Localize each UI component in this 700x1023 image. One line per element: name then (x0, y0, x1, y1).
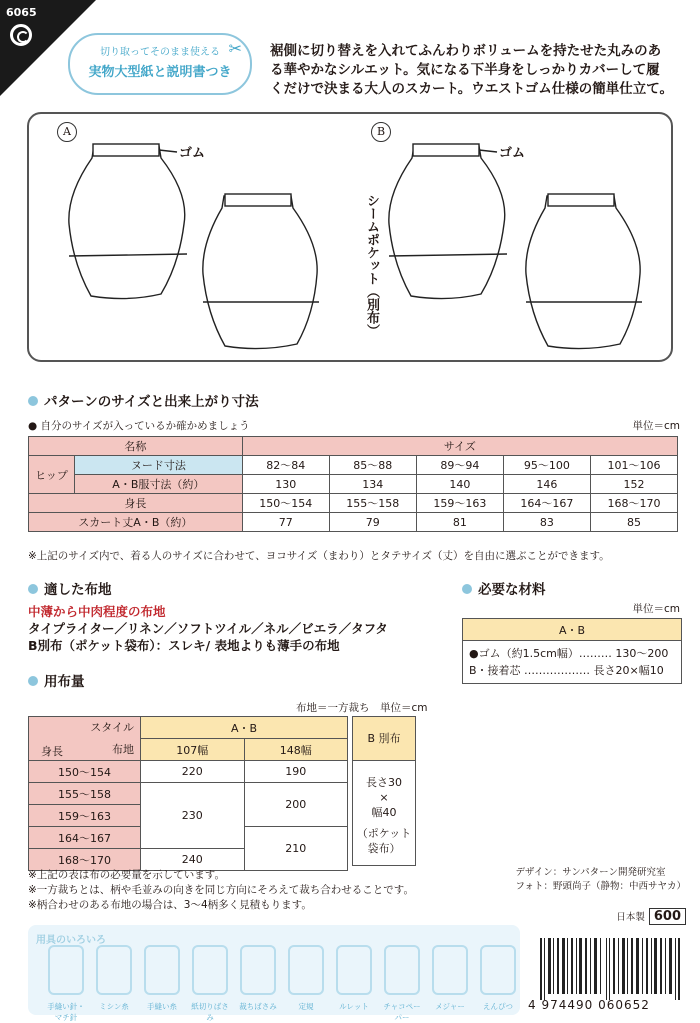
bullet-icon (28, 584, 38, 594)
height-cell: 155〜158 (29, 783, 141, 805)
elastic-label-b: ゴム (499, 146, 526, 161)
cell: 210 (244, 827, 348, 871)
cell: 200 (244, 783, 348, 827)
credits: デザイン：サンパターン開発研究室 フォト：野頭尚子（静物：中西サヤカ） (515, 867, 686, 892)
tape-measure-icon (432, 945, 468, 995)
cell: 82〜84 (242, 456, 329, 475)
height-cell: 159〜163 (29, 805, 141, 827)
ruler-icon (288, 945, 324, 995)
cell: 85 (590, 513, 677, 532)
cell: 150〜154 (242, 494, 329, 513)
tool-label: えんぴつ (483, 1002, 513, 1011)
size-header-size: サイズ (242, 437, 677, 456)
yardage-148: 148幅 (244, 739, 348, 761)
pencil-icon (480, 945, 516, 995)
size-table (28, 436, 678, 532)
materials-header: A・B (463, 619, 682, 641)
badge-line1: 切り取ってそのまま使える (100, 47, 220, 58)
bullet-icon (28, 676, 38, 686)
bullet-icon (462, 584, 472, 594)
tool-label: ルレット (339, 1002, 369, 1011)
material-item: ●ゴム（約1.5cm幅）……… 130〜200 (469, 647, 669, 660)
shears-icon (240, 945, 276, 995)
yardage-ab: A・B (141, 717, 348, 739)
yardage-note: 布地＝一方裁ち 単位＝cm (296, 702, 428, 714)
skirt-illustrations (27, 112, 673, 362)
tool-label: 定規 (298, 1002, 314, 1011)
materials-table (462, 618, 682, 684)
bullet-icon (28, 396, 38, 406)
cell: 190 (244, 761, 348, 783)
tool-label: 紙切りばさみ (191, 1002, 229, 1022)
tracing-wheel-icon (336, 945, 372, 995)
row-label: ヌード寸法 (75, 456, 243, 475)
yardage-footnotes: ※上記の表は布の必要量を示しています。 ※一方裁ちとは、柄や毛並みの向きを同じ方向にそろえて裁ち合わせることです。 ※柄合わせのある布地の場合は、3〜4柄多く見積もります。 (28, 869, 414, 911)
cell: 164〜167 (503, 494, 590, 513)
cell: 130 (242, 475, 329, 494)
cell: 230 (141, 783, 245, 849)
cell: 95〜100 (503, 456, 590, 475)
brand-logo-icon (10, 24, 32, 46)
product-code: 6065 (6, 6, 37, 19)
tool-label: メジャー (435, 1002, 465, 1011)
tool-label: 手縫い糸 (147, 1002, 177, 1011)
cell: 101〜106 (590, 456, 677, 475)
cell: 155〜158 (329, 494, 416, 513)
tool-label: 手縫い針・マチ針 (47, 1002, 85, 1022)
cell: 79 (329, 513, 416, 532)
tools-panel (28, 925, 520, 1022)
cell: 77 (242, 513, 329, 532)
height-cell: 168〜170 (29, 849, 141, 871)
cell: 134 (329, 475, 416, 494)
cell: 89〜94 (416, 456, 503, 475)
cell: 240 (141, 849, 245, 871)
tool-label: ミシン糸 (99, 1002, 129, 1011)
scissors-icon (192, 945, 228, 995)
size-section-title: パターンのサイズと出来上がり寸法 (28, 390, 259, 410)
fabric-title: 適した布地 (28, 578, 112, 598)
row-label: A・B服寸法（約） (75, 475, 243, 494)
spool-icon (96, 945, 132, 995)
yardage-title: 用布量 (28, 670, 85, 690)
size-footnote: ※上記のサイズ内で、着る人のサイズに合わせて、ヨコサイズ（まわり）とタテサイズ（丈）を自由に選ぶことができます。 (28, 550, 610, 562)
badge-line2: 実物大型紙と説明書つき (88, 65, 232, 80)
pincushion-icon (48, 945, 84, 995)
thread-icon (144, 945, 180, 995)
cell: 81 (416, 513, 503, 532)
fabric-sub: 中薄から中肉程度の布地 (28, 604, 166, 619)
height-cell: 164〜167 (29, 827, 141, 849)
barcode-icon (536, 938, 686, 1000)
size-subnote: ● 自分のサイズが入っているか確かめましょう (28, 420, 250, 432)
b-lining-box: B 別布 長さ30 × 幅40 （ポケット 袋布） (352, 716, 416, 866)
product-description: 裾側に切り替えを入れてふんわりボリュームを持たせた丸みのあ る華やかなシルエット。気になる下半身をしっかりカバーして履 くだけで決まる大人のスカート。ウエストゴム仕様の簡単仕立て。 (270, 43, 673, 97)
cell: 168〜170 (590, 494, 677, 513)
pattern-badge (68, 33, 252, 95)
elastic-label-a: ゴム (179, 146, 206, 161)
price: 600 (649, 908, 686, 925)
tool-label: 裁ちばさみ (239, 1002, 277, 1011)
pocket-label: シームポケット（別布） (364, 194, 379, 337)
cell: 85〜88 (329, 456, 416, 475)
yardage-corner: スタイル 布地 身長 (29, 717, 141, 761)
scissors-icon: ✂ (228, 39, 242, 58)
fabric-list: タイプライター／リネン／ソフトツイル／ネル／ビエラ／タフタ B別布（ポケット袋布）：スレキ/ 表地よりも薄手の布地 (28, 621, 388, 653)
cell: 159〜163 (416, 494, 503, 513)
chalk-paper-icon (384, 945, 420, 995)
price-block: 日本製 600 (616, 908, 686, 925)
cell: 220 (141, 761, 245, 783)
row-label: 身長 (29, 494, 243, 513)
cell: 152 (590, 475, 677, 494)
label-a: A (57, 122, 77, 142)
label-b: B (371, 122, 391, 142)
yardage-107: 107幅 (141, 739, 245, 761)
tool-label: チャコペーパー (383, 1002, 421, 1022)
cell: 83 (503, 513, 590, 532)
materials-unit: 単位＝cm (632, 603, 680, 615)
cell: 146 (503, 475, 590, 494)
size-unit: 単位＝cm (632, 420, 680, 432)
size-header-name: 名称 (29, 437, 243, 456)
yardage-table (28, 716, 348, 871)
row-label: スカート丈A・B（約） (29, 513, 243, 532)
tools-title: 用具のいろいろ (36, 935, 106, 946)
height-cell: 150〜154 (29, 761, 141, 783)
materials-title: 必要な材料 (462, 578, 546, 598)
material-item: B・接着芯 ……………… 長さ20×幅10 (469, 664, 664, 677)
skirt-drawings (29, 114, 671, 360)
hip-label: ヒップ (29, 456, 75, 494)
barcode-number: 4 974490 060652 (528, 998, 650, 1012)
cell: 140 (416, 475, 503, 494)
